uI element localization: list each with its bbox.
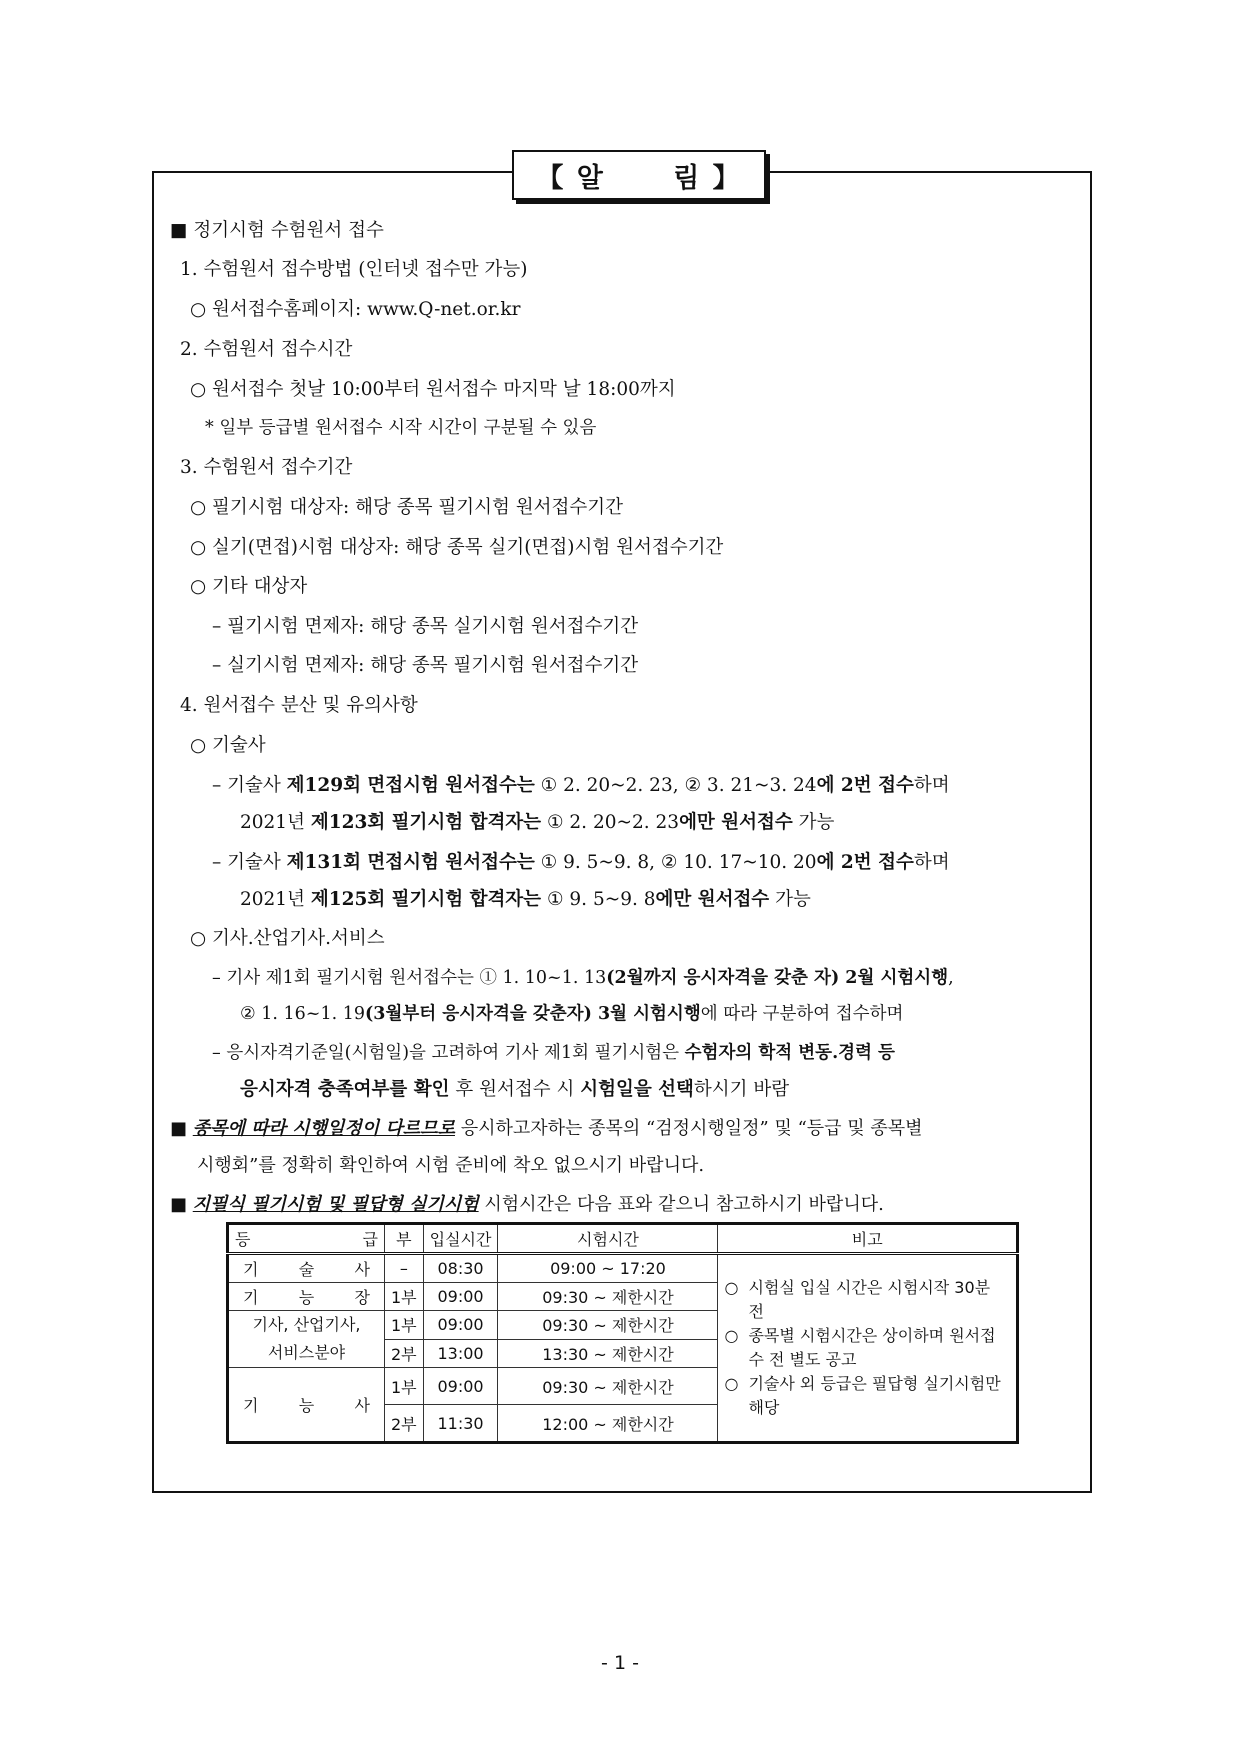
remark-item: ○ 종목별 시험시간은 상이하며 원서접수 전 별도 공고 <box>724 1326 996 1369</box>
engineer-note-1-cont: 2021년 제123회 필기시험 합격자는 ① 2. 20~2. 23에만 원서접수 가능 <box>240 812 835 833</box>
section-heading-schedule-cont: 시행회”를 정확히 확인하여 시험 준비에 착오 없으시기 바랍니다. <box>197 1155 705 1176</box>
table-row <box>228 1254 1018 1283</box>
table-header-row <box>228 1224 1018 1254</box>
entry-cell: 09:00 <box>423 1283 498 1311</box>
section-heading-exam-time: ■ 지필식 필기시험 및 필답형 실기시험 시험시간은 다음 표와 같으니 참고하시기 바랍니다. <box>170 1194 884 1215</box>
page-number: - 1 - <box>601 1652 639 1674</box>
item-period-other: ○ 기타 대상자 <box>190 576 308 597</box>
header-remarks: 비고 <box>718 1224 1018 1254</box>
section-heading-registration: ■ 정기시험 수험원서 접수 <box>170 220 384 241</box>
item-period-other-written-exempt: – 필기시험 면제자: 해당 종목 실기시험 원서접수기간 <box>212 616 639 637</box>
exam-cell: 12:00 ~ 제한시간 <box>498 1405 718 1443</box>
item-distribution-engineer: ○ 기술사 <box>190 735 266 756</box>
section-heading-schedule: ■ 종목에 따라 시행일정이 다르므로 응시하고자하는 종목의 “검정시행일정” 및 “등급 및 종목별 <box>170 1118 923 1139</box>
item-period-written: ○ 필기시험 대상자: 해당 종목 필기시험 원서접수기간 <box>190 497 623 518</box>
part-cell: – <box>385 1254 424 1283</box>
header-exam-time: 시험시간 <box>498 1224 718 1254</box>
grade-cell: 기 능 장 <box>228 1283 385 1311</box>
remarks-cell <box>718 1254 1018 1443</box>
item-time-detail: ○ 원서접수 첫날 10:00부터 원서접수 마지막 날 18:00까지 <box>190 379 676 400</box>
item-time: 2. 수험원서 접수시간 <box>180 339 353 360</box>
item-method: 1. 수험원서 접수방법 (인터넷 접수만 가능) <box>180 259 528 280</box>
part-cell: 2부 <box>385 1339 424 1368</box>
grade-cell: 기 능 사 <box>228 1368 385 1443</box>
engineer-note-1: – 기술사 제129회 면접시험 원서접수는 ① 2. 20~2. 23, ② 3. 21~3. 24에 2번 접수하며 <box>212 775 950 796</box>
exam-schedule-table <box>226 1222 1019 1444</box>
entry-cell: 13:00 <box>423 1339 498 1368</box>
item-distribution-industrial: ○ 기사.산업기사.서비스 <box>190 928 385 949</box>
header-part: 부 <box>385 1224 424 1254</box>
item-method-website: ○ 원서접수홈페이지: www.Q-net.or.kr <box>190 299 521 320</box>
entry-cell: 08:30 <box>423 1254 498 1283</box>
grade-cell: 기 술 사 <box>228 1254 385 1283</box>
entry-cell: 11:30 <box>423 1405 498 1443</box>
part-cell: 1부 <box>385 1311 424 1340</box>
exam-cell: 13:30 ~ 제한시간 <box>498 1339 718 1368</box>
engineer-note-2-cont: 2021년 제125회 필기시험 합격자는 ① 9. 5~9. 8에만 원서접수 가능 <box>240 889 811 910</box>
header-entry-time: 입실시간 <box>423 1224 498 1254</box>
engineer-note-2: – 기술사 제131회 면접시험 원서접수는 ① 9. 5~9. 8, ② 10. 17~10. 20에 2번 접수하며 <box>212 852 950 873</box>
item-period-practical: ○ 실기(면접)시험 대상자: 해당 종목 실기(면접)시험 원서접수기간 <box>190 537 724 558</box>
exam-cell: 09:00 ~ 17:20 <box>498 1254 718 1283</box>
part-cell: 1부 <box>385 1368 424 1405</box>
industrial-note-1-cont: ② 1. 16~1. 19(3월부터 응시자격을 갖춘자) 3월 시험시행에 따라 구분하여 접수하며 <box>240 1004 904 1024</box>
grade-cell: 기사, 산업기사, 서비스분야 <box>228 1311 385 1368</box>
item-distribution: 4. 원서접수 분산 및 유의사항 <box>180 695 418 716</box>
industrial-note-2-cont: 응시자격 충족여부를 확인 후 원서접수 시 시험일을 선택하시기 바람 <box>240 1079 790 1100</box>
item-period-other-practical-exempt: – 실기시험 면제자: 해당 종목 필기시험 원서접수기간 <box>212 655 639 676</box>
industrial-note-2: – 응시자격기준일(시험일)을 고려하여 기사 제1회 필기시험은 수험자의 학적 변동.경력 등 <box>212 1043 895 1063</box>
item-period: 3. 수험원서 접수기간 <box>180 457 353 478</box>
exam-cell: 09:30 ~ 제한시간 <box>498 1311 718 1340</box>
exam-cell: 09:30 ~ 제한시간 <box>498 1283 718 1311</box>
notice-title: 【 알 림 】 <box>512 150 766 200</box>
part-cell: 1부 <box>385 1283 424 1311</box>
entry-cell: 09:00 <box>423 1311 498 1340</box>
entry-cell: 09:00 <box>423 1368 498 1405</box>
header-grade: 등 급 <box>228 1224 385 1254</box>
remark-item: ○ 기술사 외 등급은 필답형 실기시험만 해당 <box>724 1374 1001 1417</box>
part-cell: 2부 <box>385 1405 424 1443</box>
industrial-note-1: – 기사 제1회 필기시험 원서접수는 ① 1. 10~1. 13(2월까지 응시자격을 갖춘 자) 2월 시험시행, <box>212 968 954 988</box>
exam-cell: 09:30 ~ 제한시간 <box>498 1368 718 1405</box>
item-time-note: * 일부 등급별 원서접수 시작 시간이 구분될 수 있음 <box>205 418 597 438</box>
remark-item: ○ 시험실 입실 시간은 시험시작 30분 전 <box>724 1278 991 1321</box>
